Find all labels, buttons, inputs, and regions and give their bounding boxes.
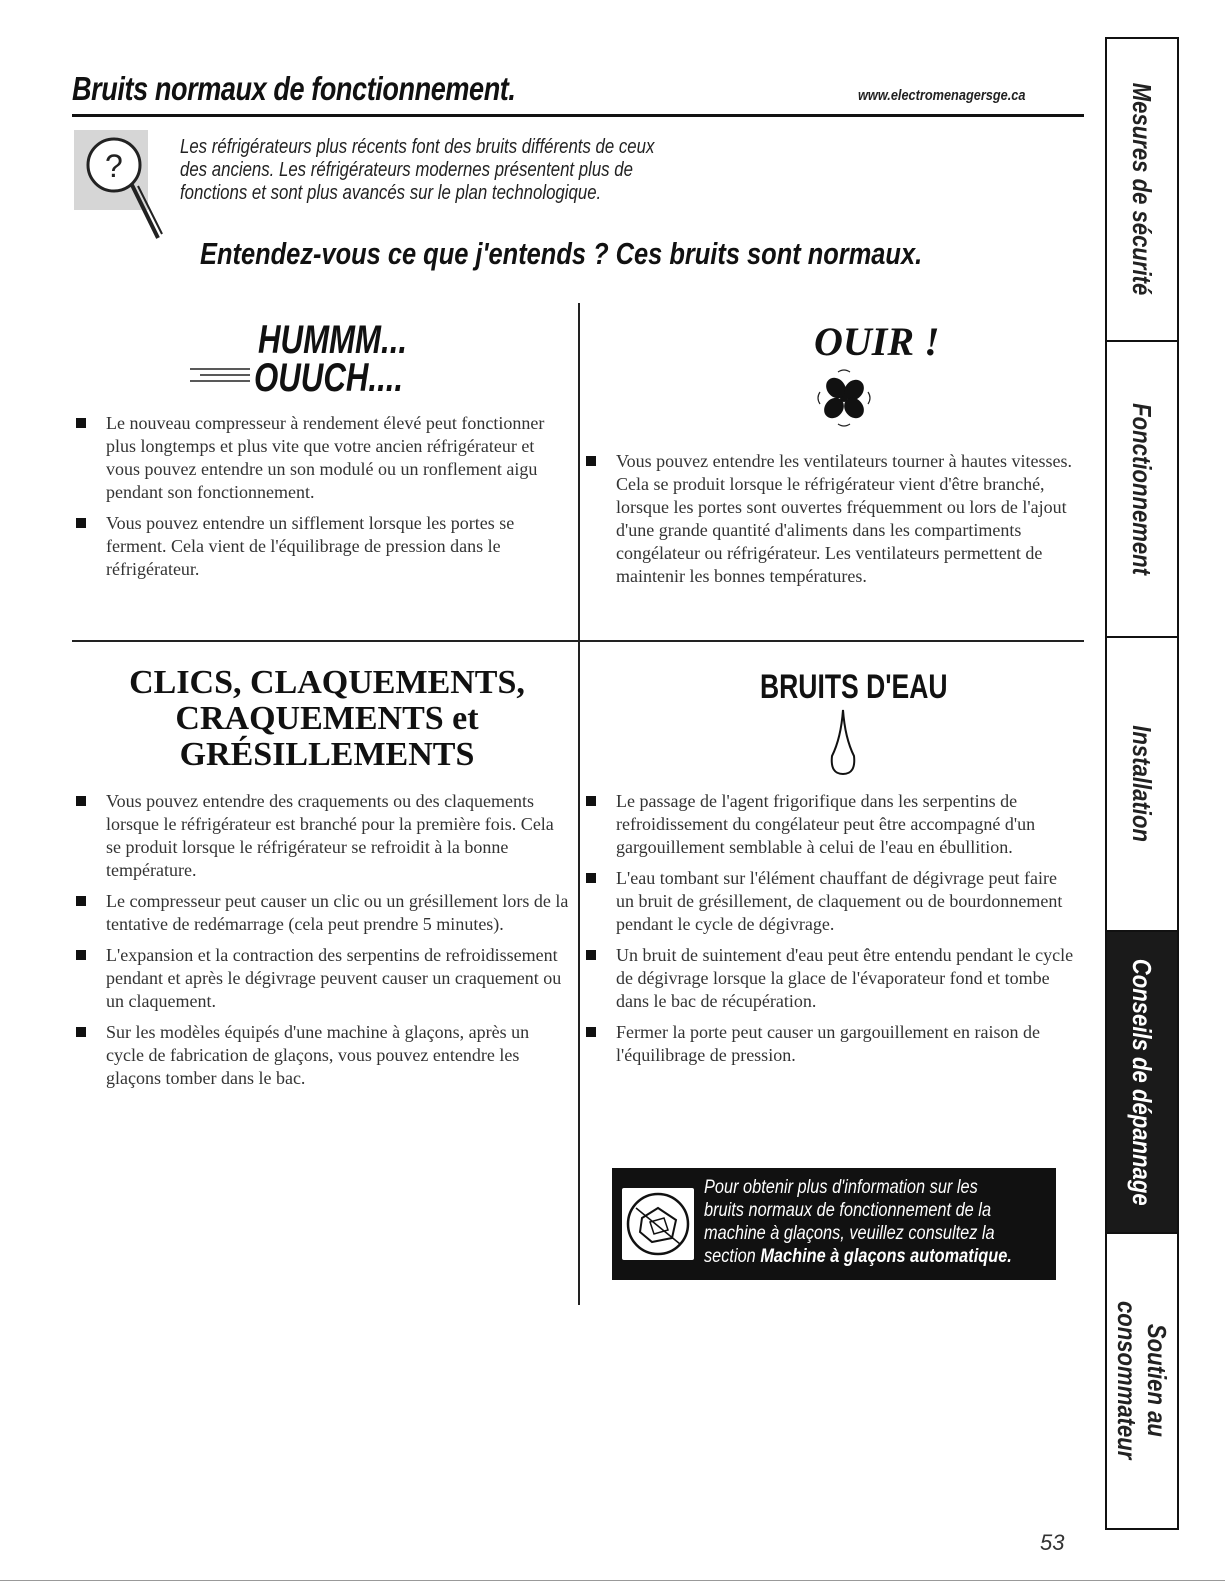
list-item: Le compresseur peut causer un clic ou un grésillement lors de la tentative de redémarrage (cela peut prendre 5 minutes). — [74, 890, 569, 936]
tab-label-line: Soutien au — [1142, 1323, 1172, 1437]
tab-conseils-de-depannage[interactable] — [1107, 932, 1177, 1234]
list-item: Le nouveau compresseur à rendement élevé peut fonctionner plus longtemps et plus vite que votre ancien réfrigérateur et vous pouvez entendre un son modulé ou un ronflement aigu pendant son fonctionnement. — [74, 412, 564, 504]
ouuch-heading: OUUCH.... — [254, 356, 404, 400]
tab-fonctionnement[interactable] — [1107, 342, 1177, 638]
clics-heading-line: GRÉSILLEMENTS — [179, 736, 475, 773]
ice-maker-section-link[interactable]: Machine à glaçons automatique. — [760, 1246, 1012, 1267]
svg-text:?: ? — [105, 148, 123, 184]
tagline: Entendez-vous ce que j'entends ? Ces bruits sont normaux. — [200, 236, 923, 271]
tab-soutien-au-consommateur[interactable] — [1107, 1234, 1177, 1526]
row-divider — [72, 640, 1084, 642]
intro-line: Les réfrigérateurs plus récents font des bruits différents de ceux — [180, 136, 655, 158]
sound-lines-icon — [190, 364, 254, 384]
side-tabs — [1105, 37, 1179, 1530]
intro-line: des anciens. Les réfrigérateurs modernes présentent plus de — [180, 159, 633, 181]
page-number: 53 — [1040, 1530, 1065, 1555]
ouir-list — [584, 450, 1074, 596]
intro-line: fonctions et sont plus avancés sur le plan technologique. — [180, 182, 602, 204]
list-item: Vous pouvez entendre les ventilateurs tourner à hautes vitesses. Cela se produit lorsque le réfrigérateur vient d'être branché, lorsque les portes sont ouvertes fréquemment ou lors de l'ajout d'une grande quantité d'aliments dans les compartiments congélateur ou réfrigérateur. Les ventilateurs permettent de maintenir les bonnes températures. — [584, 450, 1074, 588]
hummm-list — [74, 412, 564, 589]
info-line-prefix: section — [704, 1246, 761, 1267]
column-divider — [578, 303, 580, 1305]
tab-label: Conseils de dépannage — [1127, 958, 1157, 1206]
clics-heading-line: CRAQUEMENTS et — [175, 700, 479, 737]
magnifier-question-icon — [74, 130, 174, 250]
fan-icon — [812, 366, 876, 430]
tab-label: Installation — [1127, 725, 1157, 843]
info-line: Pour obtenir plus d'information sur les — [704, 1177, 978, 1198]
list-item: Fermer la porte peut causer un gargouillement en raison de l'équilibrage de pression. — [584, 1021, 1079, 1067]
list-item: Vous pouvez entendre des craquements ou des claquements lorsque le réfrigérateur est branché pour la première fois. Cela se produit lorsque le réfrigérateur se refroidit à la bonne température. — [74, 790, 569, 882]
list-item: L'expansion et la contraction des serpentins de refroidissement pendant et après le dégivrage peuvent causer un craquement ou un claquement. — [74, 944, 569, 1013]
page-bottom-rule — [0, 1580, 1225, 1581]
ouir-heading: OUIR ! — [814, 319, 940, 364]
eau-list — [584, 790, 1079, 1075]
website-url[interactable]: www.electromenagersge.ca — [858, 87, 1026, 104]
water-drop-icon — [828, 708, 858, 778]
tab-label — [1112, 1301, 1172, 1459]
clics-heading — [82, 665, 572, 773]
clics-list — [74, 790, 569, 1098]
ice-maker-icon — [622, 1188, 694, 1260]
ice-maker-info-box — [612, 1168, 1056, 1280]
info-line: bruits normaux de fonctionnement de la — [704, 1200, 992, 1221]
list-item: Vous pouvez entendre un sifflement lorsque les portes se ferment. Cela vient de l'équilibrage de pression dans le réfrigérateur. — [74, 512, 564, 581]
eau-heading: BRUITS D'EAU — [760, 668, 948, 706]
tab-label: Fonctionnement — [1127, 403, 1157, 575]
clics-heading-line: CLICS, CLAQUEMENTS, — [129, 664, 525, 701]
tab-label-line: consommateur — [1112, 1300, 1142, 1460]
header-rule — [72, 114, 1084, 117]
hummm-heading: HUMMM... — [258, 318, 408, 362]
tab-installation[interactable] — [1107, 638, 1177, 932]
info-line — [704, 1245, 1014, 1268]
tab-mesures-de-securite[interactable] — [1107, 39, 1177, 342]
page-title: Bruits normaux de fonctionnement. — [72, 70, 516, 107]
info-line: machine à glaçons, veuillez consultez la — [704, 1223, 995, 1244]
intro-text — [180, 136, 701, 205]
tab-label: Mesures de sécurité — [1127, 83, 1157, 296]
info-text — [704, 1176, 1014, 1268]
list-item: L'eau tombant sur l'élément chauffant de dégivrage peut faire un bruit de grésillement, de claquement ou de bourdonnement pendant le cycle de dégivrage. — [584, 867, 1079, 936]
list-item: Un bruit de suintement d'eau peut être entendu pendant le cycle de dégivrage lorsque la glace de l'évaporateur fond et tombe dans le bac de récupération. — [584, 944, 1079, 1013]
list-item: Le passage de l'agent frigorifique dans les serpentins de refroidissement du congélateur peut être accompagné d'un gargouillement semblable à celui de l'eau en ébullition. — [584, 790, 1079, 859]
list-item: Sur les modèles équipés d'une machine à glaçons, après un cycle de fabrication de glaçons, vous pouvez entendre les glaçons tomber dans le bac. — [74, 1021, 569, 1090]
